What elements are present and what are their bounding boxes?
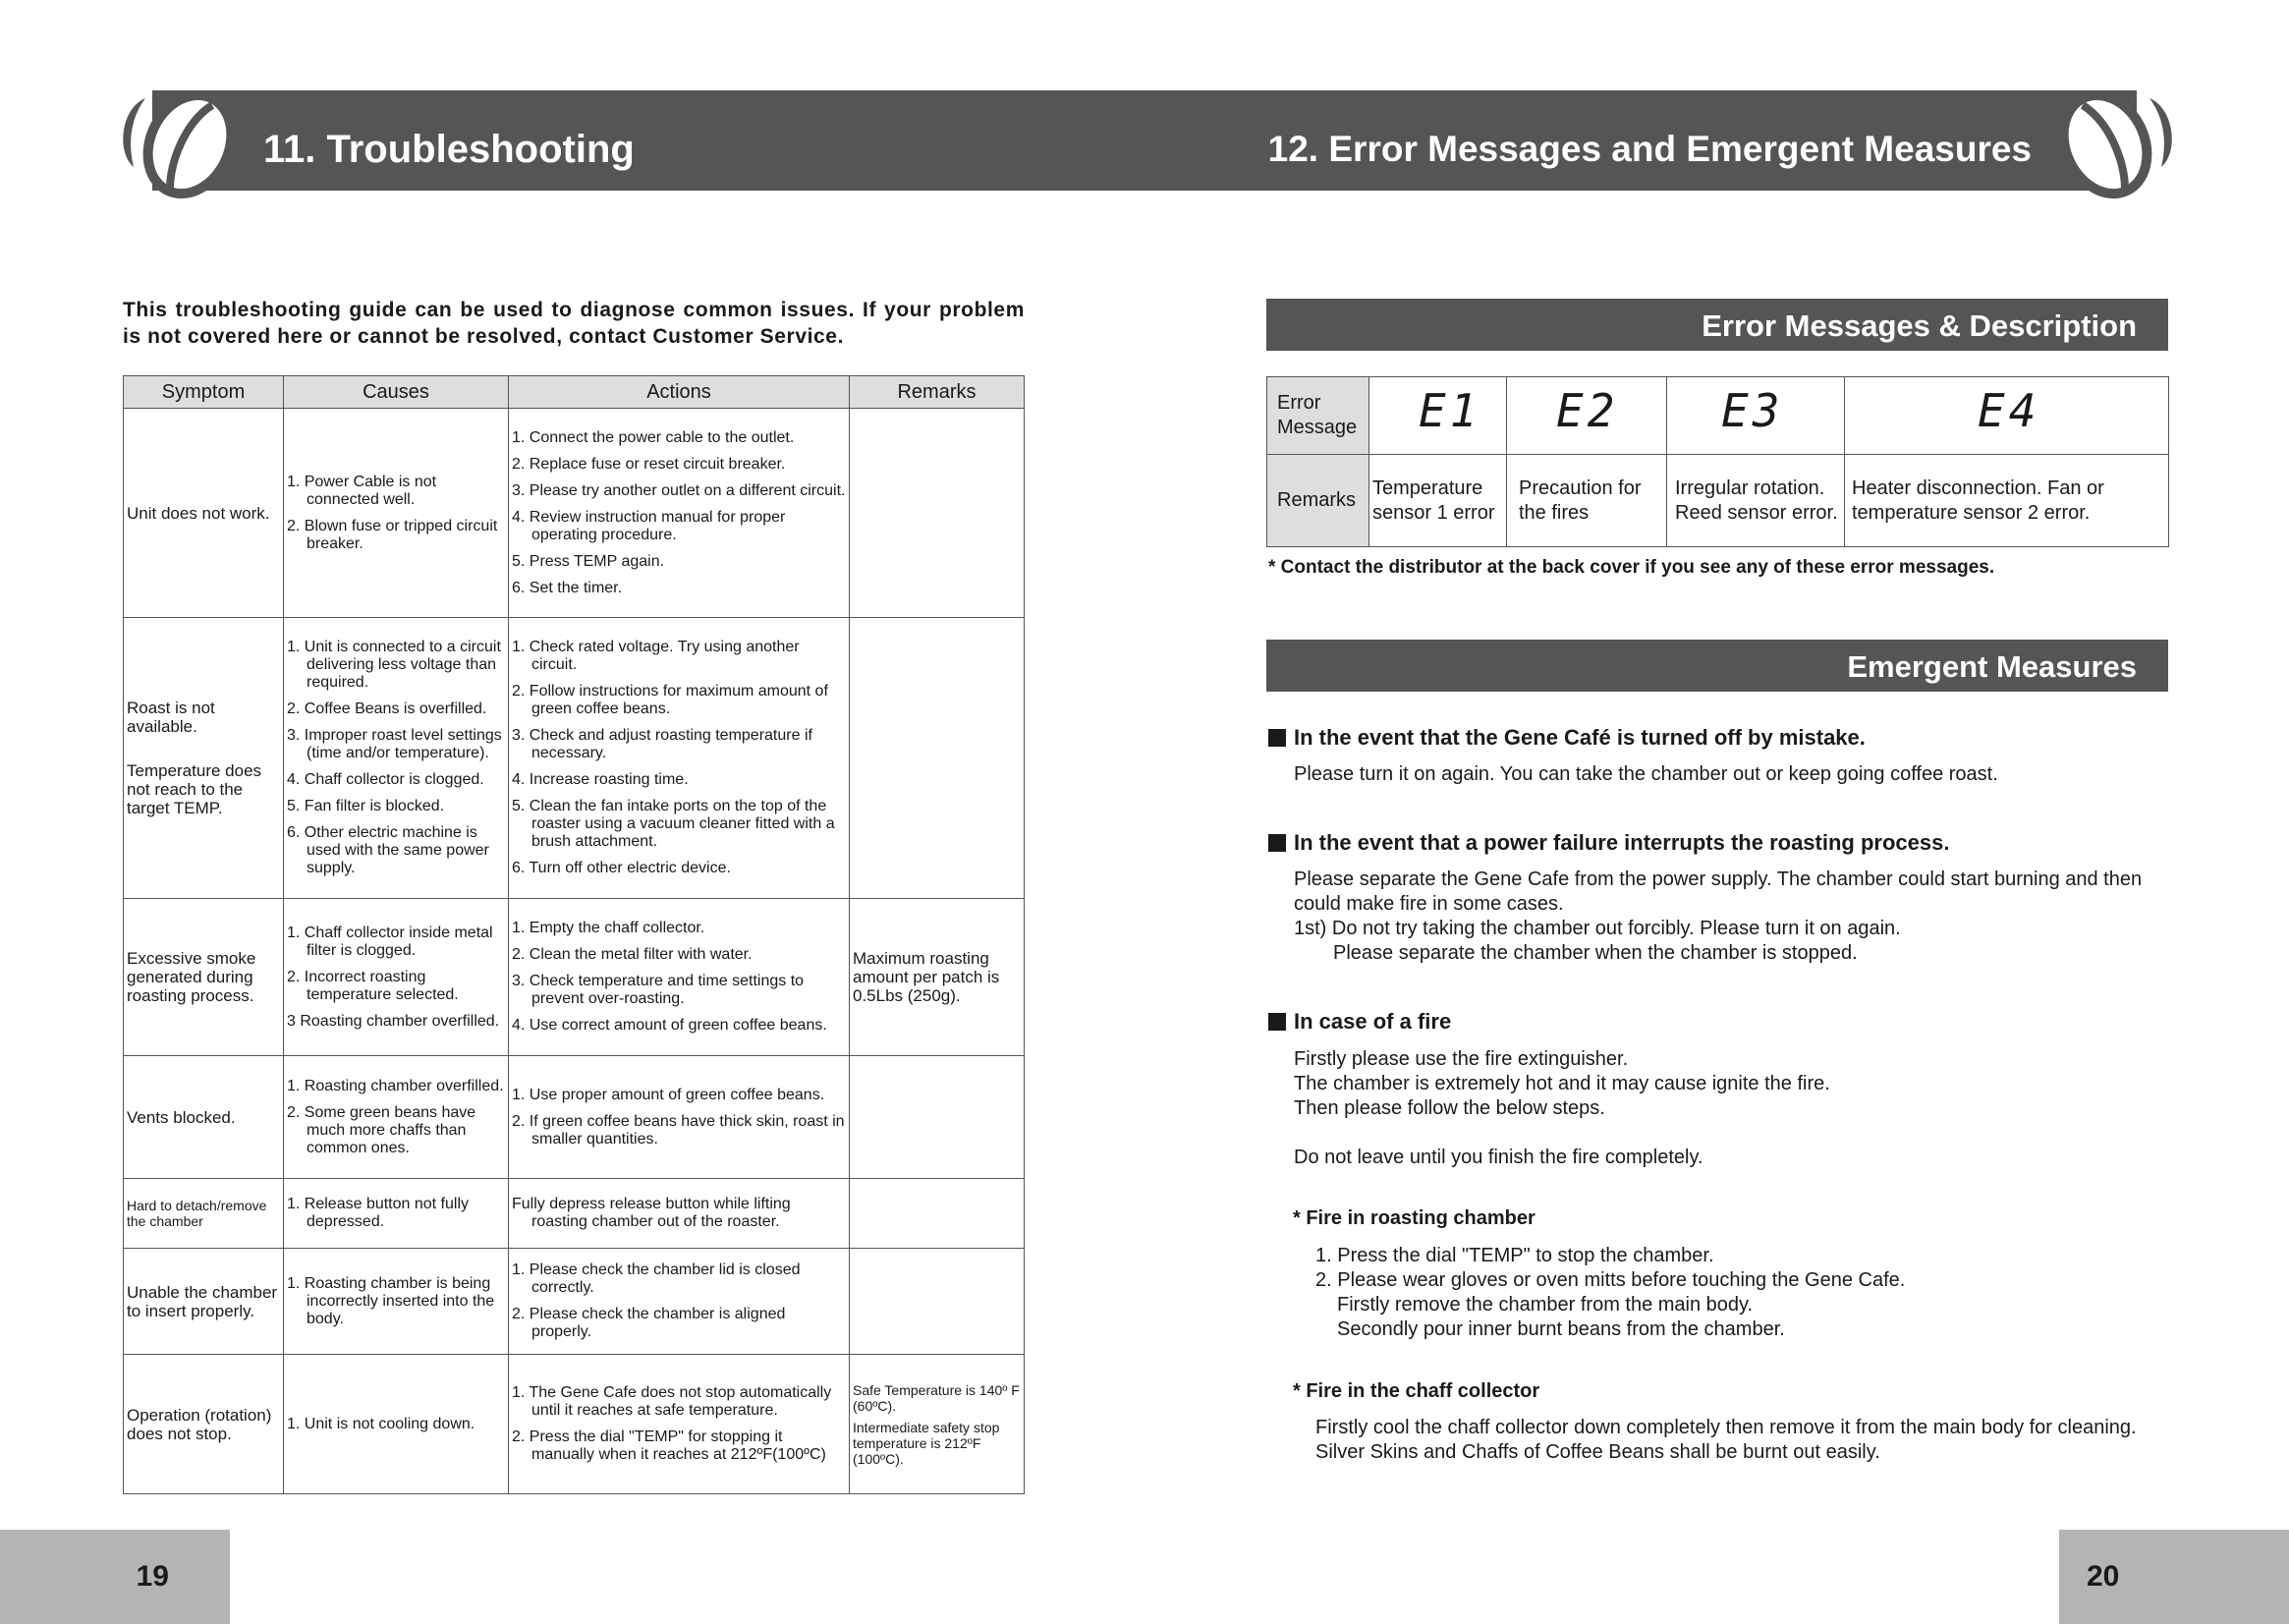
- symptom-cell: Unit does not work.: [124, 409, 284, 618]
- cause-item: 5. Fan filter is blocked.: [287, 798, 445, 814]
- cause-item: 1. Release button not fully depressed.: [287, 1196, 470, 1230]
- action-item: 2. Press the dial "TEMP" for stopping it manually when it reaches at 212ºF(100ºC): [512, 1428, 826, 1463]
- error-code-cell: [1369, 377, 1507, 455]
- symptom-cell: Operation (rotation) does not stop.: [124, 1355, 284, 1494]
- causes-cell: [284, 1355, 509, 1494]
- action-item: 2. If green coffee beans have thick skin, roast in smaller quantities.: [512, 1112, 845, 1148]
- error-code-e1: E1: [1419, 383, 1481, 437]
- remarks-cell: [850, 1056, 1025, 1179]
- fire-line: Firstly please use the fire extinguisher.: [1294, 1048, 1629, 1070]
- cause-item: 1. Unit is not cooling down.: [287, 1415, 475, 1432]
- error-code-e4: E4: [1978, 383, 2040, 437]
- action-item: 1. Connect the power cable to the outlet.: [512, 428, 795, 446]
- action-item: 4. Increase roasting time.: [512, 771, 689, 788]
- right-page-title: 12. Error Messages and Emergent Measures: [1267, 129, 2032, 169]
- column-header-actions: Actions: [509, 376, 850, 409]
- step-subitem: Secondly pour inner burnt beans from the chamber.: [1337, 1318, 1785, 1340]
- remarks-cell: [850, 1355, 1025, 1494]
- action-item: 5. Press TEMP again.: [512, 552, 665, 570]
- action-item: 3. Please try another outlet on a different circuit.: [512, 481, 846, 499]
- action-item: 2. Clean the metal filter with water.: [512, 946, 753, 963]
- causes-cell: [284, 1249, 509, 1355]
- emergent-section-title: Emergent Measures: [1266, 640, 2168, 692]
- cause-item: 1. Unit is connected to a circuit delivering less voltage than required.: [287, 639, 501, 691]
- error-remark-cell: Heater disconnection. Fan or temperature sensor 2 error.: [1845, 455, 2169, 547]
- action-item: 3. Check and adjust roasting temperature if necessary.: [512, 727, 812, 761]
- cause-item: 1. Roasting chamber overfilled.: [287, 1077, 504, 1094]
- actions-cell: [509, 1179, 850, 1249]
- event1-heading-text: In the event that the Gene Café is turned off by mistake.: [1294, 725, 1866, 750]
- fire-heading: [1268, 1009, 1451, 1035]
- step-item: 1. Press the dial "TEMP" to stop the chamber.: [1315, 1245, 1714, 1266]
- error-message-label: Error Message: [1267, 377, 1369, 455]
- square-bullet-icon: [1268, 1013, 1286, 1031]
- error-remark-cell: Precaution for the fires: [1507, 455, 1667, 547]
- remarks-cell: [850, 618, 1025, 899]
- actions-cell: [509, 409, 850, 618]
- error-remarks-row: [1267, 455, 2169, 547]
- table-header-row: [124, 376, 1025, 409]
- error-code-cell: [1667, 377, 1845, 455]
- page-number-text: 20: [2087, 1560, 2120, 1593]
- actions-cell: [509, 618, 850, 899]
- action-item: 6. Set the timer.: [512, 579, 623, 596]
- symptom-text: Roast is not available.: [127, 699, 215, 736]
- troubleshooting-table: [123, 375, 1025, 1494]
- remarks-cell: [850, 1249, 1025, 1355]
- chaff-fire-text: [1315, 1416, 2170, 1465]
- remark-text: Intermediate safety stop temperature is 212ºF (100ºC).: [853, 1419, 1000, 1467]
- troubleshooting-intro: This troubleshooting guide can be used to diagnose common issues. If your problem is not covered here or cannot be resolved, contact Customer Service.: [123, 299, 1025, 348]
- symptom-cell: [124, 618, 284, 899]
- remarks-cell: [850, 1179, 1025, 1249]
- action-item: 6. Turn off other electric device.: [512, 860, 731, 876]
- error-remarks-label: Remarks: [1267, 455, 1369, 547]
- actions-cell: [509, 899, 850, 1056]
- right-page-number: [2059, 1530, 2289, 1624]
- symptom-cell: Unable the chamber to insert properly.: [124, 1249, 284, 1355]
- symptom-text: Temperature does not reach to the target TEMP.: [127, 761, 262, 817]
- symptom-cell: Excessive smoke generated during roasting process.: [124, 899, 284, 1056]
- error-code-e2: E2: [1556, 383, 1619, 437]
- causes-cell: [284, 1056, 509, 1179]
- column-header-symptom: Symptom: [124, 376, 284, 409]
- error-note: * Contact the distributor at the back cover if you see any of these error messages.: [1268, 557, 1995, 578]
- coffee-bean-logo-left: [116, 84, 244, 201]
- cause-item: 6. Other electric machine is used with the same power supply.: [287, 824, 489, 876]
- event2-step: 1st) Do not try taking the chamber out forcibly. Please turn it on again.: [1294, 918, 1901, 939]
- causes-cell: [284, 1179, 509, 1249]
- cause-item: 1. Chaff collector inside metal filter is clogged.: [287, 924, 493, 959]
- remarks-cell: [850, 899, 1025, 1056]
- column-header-causes: Causes: [284, 376, 509, 409]
- actions-cell: [509, 1249, 850, 1355]
- fire-line: The chamber is extremely hot and it may cause ignite the fire.: [1294, 1073, 1830, 1094]
- square-bullet-icon: [1268, 834, 1286, 852]
- event2-text: Please separate the Gene Cafe from the power supply. The chamber could start burning and then could make fire in some cases.: [1294, 868, 2143, 915]
- table-row: [124, 1355, 1025, 1494]
- chaff-fire-heading: * Fire in the chaff collector: [1293, 1380, 1540, 1402]
- action-item: 2. Follow instructions for maximum amount of green coffee beans.: [512, 683, 828, 717]
- event1-text: Please turn it on again. You can take the chamber out or keep going coffee roast.: [1294, 763, 1998, 785]
- action-item: 4. Review instruction manual for proper operating procedure.: [512, 508, 786, 543]
- actions-cell: [509, 1056, 850, 1179]
- step-subitem: Firstly remove the chamber from the main body.: [1337, 1294, 1754, 1316]
- event2-heading: [1268, 830, 1949, 856]
- event2-step-cont: Please separate the chamber when the chamber is stopped.: [1333, 942, 1858, 964]
- error-code-cell: [1507, 377, 1667, 455]
- step-item: 2. Please wear gloves or oven mitts before touching the Gene Cafe.: [1315, 1269, 1906, 1291]
- column-header-remarks: Remarks: [850, 376, 1025, 409]
- action-item: 1. The Gene Cafe does not stop automatically until it reaches at safe temperature.: [512, 1384, 832, 1419]
- fire-block: [1294, 1047, 2178, 1170]
- remarks-cell: [850, 409, 1025, 618]
- action-item: Fully depress release button while lifting roasting chamber out of the roaster.: [512, 1196, 791, 1230]
- cause-item: 2. Coffee Beans is overfilled.: [287, 700, 487, 717]
- event1-heading: [1268, 725, 1866, 751]
- cause-item: 3. Improper roast level settings (time and/or temperature).: [287, 727, 502, 761]
- cause-item: 2. Some green beans have much more chaffs than common ones.: [287, 1103, 476, 1156]
- error-section-title: Error Messages & Description: [1266, 299, 2168, 351]
- action-item: 3. Check temperature and time settings to prevent over-roasting.: [512, 973, 805, 1007]
- left-page-number: [0, 1530, 230, 1624]
- page-number-text: 19: [136, 1560, 169, 1593]
- action-item: 1. Use proper amount of green coffee beans.: [512, 1086, 825, 1103]
- table-row: [124, 899, 1025, 1056]
- cause-item: 2. Blown fuse or tripped circuit breaker.: [287, 517, 498, 552]
- symptom-cell: Hard to detach/remove the chamber: [124, 1179, 284, 1249]
- fire-heading-text: In case of a fire: [1294, 1009, 1452, 1034]
- symptom-cell: Vents blocked.: [124, 1056, 284, 1179]
- coffee-bean-logo-right: [2051, 84, 2179, 201]
- error-code-cell: [1845, 377, 2169, 455]
- causes-cell: [284, 618, 509, 899]
- causes-cell: [284, 409, 509, 618]
- cause-item: 1. Power Cable is not connected well.: [287, 473, 437, 508]
- action-item: 2. Replace fuse or reset circuit breaker.: [512, 455, 786, 473]
- error-remark-cell: Irregular rotation. Reed sensor error.: [1667, 455, 1845, 547]
- action-item: 1. Check rated voltage. Try using another circuit.: [512, 639, 800, 673]
- table-row: [124, 1056, 1025, 1179]
- error-remark-cell: Temperature sensor 1 error: [1369, 455, 1507, 547]
- chaff-line: Firstly cool the chaff collector down completely then remove it from the main body for cleaning.: [1315, 1417, 2137, 1438]
- square-bullet-icon: [1268, 729, 1286, 747]
- remark-text: Maximum roasting amount per patch is 0.5Lbs (250g).: [853, 949, 1000, 1005]
- chamber-fire-steps: [1315, 1244, 2170, 1342]
- table-row: [124, 409, 1025, 618]
- chaff-line: Silver Skins and Chaffs of Coffee Beans shall be burnt out easily.: [1315, 1441, 1880, 1463]
- table-row: [124, 1249, 1025, 1355]
- event2-block: [1294, 868, 2178, 966]
- error-messages-table: [1266, 376, 2169, 547]
- chamber-fire-heading: * Fire in roasting chamber: [1293, 1207, 1535, 1229]
- cause-item: 4. Chaff collector is clogged.: [287, 771, 484, 788]
- action-item: 1. Please check the chamber lid is closed correctly.: [512, 1261, 801, 1296]
- actions-cell: [509, 1355, 850, 1494]
- action-item: 5. Clean the fan intake ports on the top of the roaster using a vacuum cleaner fitted with a brush attachment.: [512, 798, 835, 850]
- fire-final-line: Do not leave until you finish the fire completely.: [1294, 1147, 1703, 1168]
- action-item: 2. Please check the chamber is aligned properly.: [512, 1306, 786, 1340]
- error-code-e3: E3: [1721, 383, 1784, 437]
- cause-item: 2. Incorrect roasting temperature selected.: [287, 968, 459, 1003]
- causes-cell: [284, 899, 509, 1056]
- fire-line: Then please follow the below steps.: [1294, 1097, 1605, 1119]
- table-row: [124, 1179, 1025, 1249]
- table-row: [124, 618, 1025, 899]
- error-code-row: [1267, 377, 2169, 455]
- cause-item: 1. Roasting chamber is being incorrectly inserted into the body.: [287, 1274, 495, 1327]
- action-item: 1. Empty the chaff collector.: [512, 920, 705, 936]
- event2-heading-text: In the event that a power failure interrupts the roasting process.: [1294, 830, 1950, 855]
- action-item: 4. Use correct amount of green coffee beans.: [512, 1017, 827, 1034]
- remark-text: Safe Temperature is 140º F (60ºC).: [853, 1381, 1020, 1414]
- left-page-title: 11. Troubleshooting: [263, 128, 635, 171]
- cause-item: 3 Roasting chamber overfilled.: [287, 1012, 500, 1030]
